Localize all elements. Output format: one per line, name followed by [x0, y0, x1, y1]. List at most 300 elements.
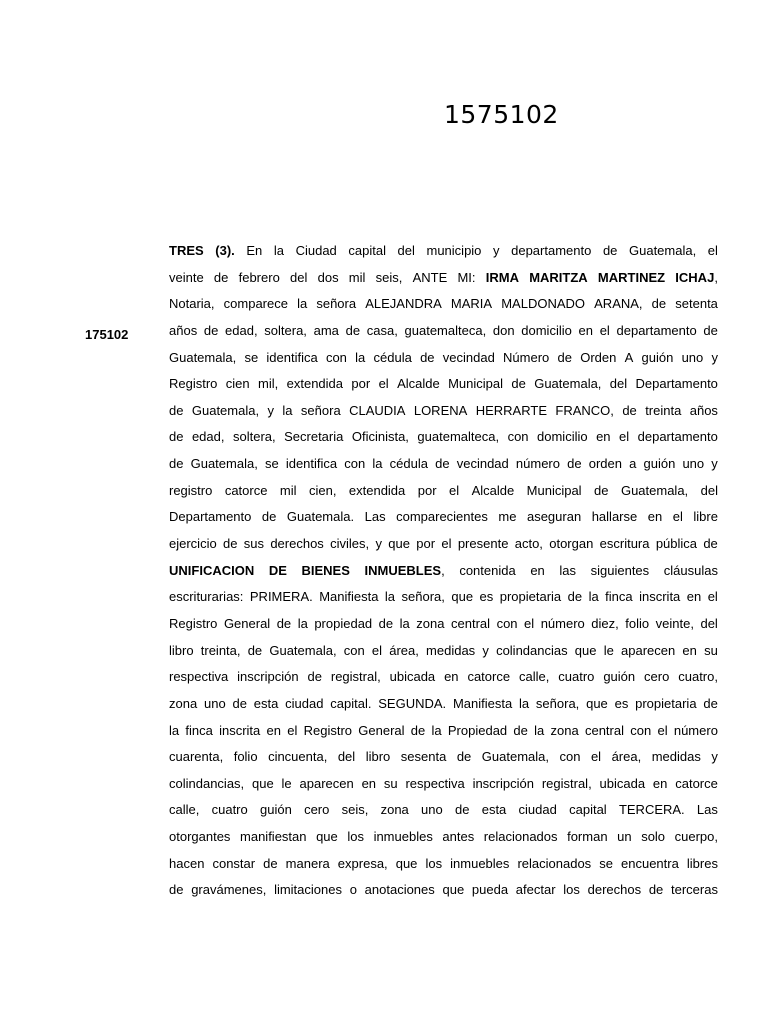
word: de	[648, 882, 664, 898]
word: Registro	[303, 722, 353, 738]
word: señora,	[401, 589, 445, 605]
word: Guatemala,	[191, 402, 260, 418]
word: MI:	[457, 269, 476, 285]
text-line	[169, 374, 718, 401]
word: uno	[681, 349, 704, 365]
word: el	[448, 482, 460, 498]
deed-body-text	[169, 241, 718, 907]
word: de	[345, 322, 361, 338]
word: anotaciones	[364, 882, 435, 898]
text-line	[169, 800, 718, 827]
word: un	[617, 829, 632, 845]
word: comparece	[223, 296, 288, 312]
word: don	[492, 322, 515, 338]
word: inscripción	[237, 669, 299, 685]
word: en	[686, 589, 702, 605]
word: acto,	[514, 536, 543, 552]
word: zona	[169, 695, 198, 711]
word: FRANCO,	[555, 402, 614, 418]
word: el	[657, 722, 668, 738]
word: de	[622, 402, 637, 418]
word: cédula	[373, 349, 412, 365]
word: General	[358, 722, 405, 738]
word: cincuenta,	[268, 749, 328, 765]
word: de	[594, 482, 609, 498]
word: su	[383, 775, 398, 791]
word: de	[307, 669, 322, 685]
word: y	[375, 536, 382, 552]
word: los	[347, 829, 364, 845]
word: vecindad	[456, 456, 509, 472]
word: que	[395, 855, 418, 871]
word: la	[431, 722, 442, 738]
word: se	[244, 349, 259, 365]
word: afectar	[515, 882, 556, 898]
word: forman	[567, 829, 608, 845]
word: pública	[655, 536, 698, 552]
word: la	[297, 296, 308, 312]
word: libro	[365, 749, 391, 765]
word: le	[281, 775, 292, 791]
word: soltera,	[264, 322, 307, 338]
word: propietaria	[499, 589, 562, 605]
word: catorce	[224, 482, 268, 498]
word: se	[599, 855, 613, 871]
word: en	[682, 642, 697, 658]
word: de	[703, 695, 718, 711]
word: finca	[605, 589, 633, 605]
word: Secretaria	[284, 429, 344, 445]
word: diez,	[591, 615, 619, 631]
word: de	[169, 882, 184, 898]
word: cédula	[389, 456, 428, 472]
word: capital.	[330, 695, 372, 711]
text-line	[169, 268, 718, 295]
word: Notaria,	[169, 296, 215, 312]
word: me	[498, 509, 517, 525]
word: capital	[348, 243, 386, 258]
word: aparecen	[621, 642, 676, 658]
word: Las	[364, 509, 386, 525]
word: la	[273, 243, 284, 258]
word: de	[203, 322, 219, 338]
word: Guatemala,	[534, 376, 602, 392]
word: que	[451, 589, 474, 605]
word: guión	[260, 802, 292, 818]
word: propietaria	[635, 695, 697, 711]
word: inmuebles	[373, 829, 433, 845]
word: el	[287, 722, 298, 738]
word: de	[567, 456, 582, 472]
word: en	[596, 429, 611, 445]
word: años	[689, 402, 718, 418]
word: edad,	[191, 429, 225, 445]
word: HERRARTE	[475, 402, 547, 418]
word: ,	[714, 269, 718, 285]
word: constar	[212, 855, 256, 871]
word: de	[567, 589, 583, 605]
text-line	[169, 614, 718, 641]
word: es	[479, 589, 494, 605]
bold-word: IRMA	[485, 269, 519, 285]
word: registral,	[330, 669, 381, 685]
word: identifica	[266, 349, 318, 365]
word: derechos	[587, 882, 642, 898]
word: contenida	[459, 562, 516, 578]
word: Ciudad	[295, 243, 337, 258]
word: el	[524, 615, 535, 631]
word: pueda	[471, 882, 509, 898]
word: mil	[348, 269, 366, 285]
word: de	[456, 749, 472, 765]
word: Las	[696, 802, 718, 818]
word: la	[297, 615, 308, 631]
word: cero	[644, 669, 670, 685]
word: el	[599, 322, 610, 338]
word: los	[563, 882, 580, 898]
word: guión	[641, 349, 674, 365]
word: uno	[421, 802, 443, 818]
word: medidas	[651, 749, 701, 765]
word: finca	[185, 722, 213, 738]
bold-word: TRES	[169, 243, 204, 258]
text-line	[169, 534, 718, 561]
word: derechos	[270, 536, 324, 552]
word: de	[651, 296, 667, 312]
word: catorce	[467, 669, 511, 685]
word: guión	[643, 456, 676, 472]
word: los	[425, 855, 443, 871]
bold-word: ICHAJ	[675, 269, 715, 285]
word: con	[496, 615, 518, 631]
word: años	[169, 322, 198, 338]
word: en	[647, 509, 663, 525]
word: Departamento	[169, 509, 252, 525]
word: cláusulas	[663, 562, 718, 578]
text-line	[169, 294, 718, 321]
word: en	[444, 669, 459, 685]
text-line	[169, 241, 718, 268]
word: número	[540, 615, 585, 631]
text-line	[169, 880, 718, 907]
word: calle,	[519, 669, 550, 685]
word: y	[482, 642, 489, 658]
bold-word: DE	[268, 562, 287, 578]
word: limitaciones	[274, 882, 342, 898]
word: la	[372, 456, 383, 472]
word: el	[441, 536, 452, 552]
word: Departamento	[635, 376, 718, 392]
word: En	[246, 243, 263, 258]
word: cien	[225, 376, 250, 392]
word: Guatemala,	[629, 243, 697, 258]
word: se	[264, 456, 279, 472]
word: que	[586, 695, 608, 711]
word: veinte,	[655, 615, 694, 631]
word: sus	[243, 536, 265, 552]
word: propiedad	[314, 615, 373, 631]
text-line	[169, 854, 718, 881]
text-line	[169, 747, 718, 774]
word: inscripción	[472, 775, 534, 791]
word: Municipal	[448, 376, 503, 392]
word: municipio	[426, 243, 482, 258]
word: y	[493, 243, 500, 258]
word: el	[619, 429, 630, 445]
word: expresa,	[337, 855, 388, 871]
word: y	[711, 456, 718, 472]
word: ama	[313, 322, 339, 338]
word: la	[519, 695, 530, 711]
word: sesenta	[400, 749, 447, 765]
word: que	[252, 775, 274, 791]
word: cuatro,	[678, 669, 718, 685]
word: de	[169, 429, 184, 445]
text-line	[169, 774, 718, 801]
word: la	[282, 402, 293, 418]
word: aseguran	[526, 509, 582, 525]
word: y	[267, 402, 274, 418]
word: Guatemala,	[190, 456, 258, 472]
word: de	[223, 536, 238, 552]
word: de	[557, 349, 572, 365]
word: señora	[300, 402, 341, 418]
word: treinta,	[200, 642, 241, 658]
word: de	[703, 536, 718, 552]
word: de	[511, 376, 526, 392]
word: catorce	[675, 775, 718, 791]
word: respectiva	[169, 669, 229, 685]
word: que	[316, 829, 338, 845]
text-line	[169, 587, 718, 614]
word: Registro	[169, 376, 218, 392]
word: A	[624, 349, 634, 365]
text-line	[169, 667, 718, 694]
word: extendida	[286, 376, 344, 392]
word: el	[707, 589, 718, 605]
word: zona	[380, 802, 409, 818]
word: antes	[442, 829, 475, 845]
word: con	[325, 349, 347, 365]
word: Manifiesta	[319, 589, 379, 605]
word: número	[515, 456, 560, 472]
word: guatemalteca,	[417, 429, 500, 445]
word: la	[399, 615, 410, 631]
word: Guatemala.	[286, 509, 355, 525]
word: de	[213, 269, 229, 285]
word: cuatro	[211, 802, 248, 818]
word: relacionados	[483, 829, 558, 845]
word: del	[609, 376, 628, 392]
bold-word: INMUEBLES	[364, 562, 442, 578]
word: departamento	[511, 243, 592, 258]
bold-word: (3).	[215, 243, 235, 258]
word: gravámenes,	[191, 882, 267, 898]
text-line	[169, 827, 718, 854]
word: ejercicio	[169, 536, 217, 552]
word: el	[707, 243, 718, 258]
word: por	[417, 482, 437, 498]
word: colindancias,	[169, 775, 245, 791]
word: esta	[481, 802, 507, 818]
word: cuerpo,	[674, 829, 718, 845]
word: seis,	[375, 269, 403, 285]
word: inmuebles	[450, 855, 510, 871]
word: aparecen	[299, 775, 354, 791]
word: cien,	[308, 482, 337, 498]
word: la	[355, 349, 366, 365]
word: la	[384, 589, 396, 605]
bold-word: UNIFICACION	[169, 562, 255, 578]
word: libre	[693, 509, 718, 525]
word: identifica	[285, 456, 338, 472]
word: veinte	[169, 269, 204, 285]
word: Alcalde	[471, 482, 515, 498]
word: relacionados	[517, 855, 592, 871]
word: la	[588, 589, 599, 605]
text-line	[169, 427, 718, 454]
word: de	[410, 722, 426, 738]
word: Oficinista,	[351, 429, 409, 445]
word: hallarse	[591, 509, 638, 525]
text-line	[169, 721, 718, 748]
word: LORENA	[413, 402, 468, 418]
word: cuarenta,	[169, 749, 224, 765]
word: ALEJANDRA	[365, 296, 442, 312]
word: de	[378, 615, 394, 631]
text-line	[169, 507, 718, 534]
word: mil,	[258, 376, 279, 392]
word: comparecientes	[396, 509, 488, 525]
word: y	[711, 749, 718, 765]
word: del	[700, 615, 718, 631]
word: la	[534, 722, 545, 738]
word: señora,	[535, 695, 580, 711]
word: cuatro	[558, 669, 595, 685]
word: manera	[285, 855, 330, 871]
word: respectiva	[405, 775, 465, 791]
word: ciudad	[518, 802, 557, 818]
word: Municipal	[526, 482, 582, 498]
word: SEGUNDA.	[378, 695, 447, 711]
word: ARANA,	[594, 296, 643, 312]
word: Guatemala,	[169, 349, 237, 365]
word: que	[388, 536, 410, 552]
word: central	[584, 722, 624, 738]
word: medidas	[426, 642, 476, 658]
text-line	[169, 641, 718, 668]
word: inscrita	[219, 722, 261, 738]
word: por	[416, 536, 436, 552]
word: casa,	[366, 322, 398, 338]
word: folio	[625, 615, 650, 631]
word: del	[290, 269, 308, 285]
word: treinta	[645, 402, 682, 418]
word: del	[397, 243, 415, 258]
word: de	[703, 322, 718, 338]
word: en	[530, 562, 545, 578]
word: en	[266, 722, 281, 738]
word: número	[673, 722, 718, 738]
word: libres	[686, 855, 718, 871]
word: encuentra	[621, 855, 679, 871]
word: a	[629, 456, 637, 472]
word: otorgantes	[169, 829, 231, 845]
word: manifiestan	[240, 829, 307, 845]
word: domicilio	[521, 322, 572, 338]
word: de	[232, 695, 247, 711]
word: de	[455, 802, 470, 818]
word: edad,	[225, 322, 258, 338]
word: orden	[588, 456, 622, 472]
word: hacen	[169, 855, 205, 871]
word: de	[247, 642, 263, 658]
word: con	[344, 456, 366, 472]
word: mil	[279, 482, 297, 498]
word: su	[704, 642, 718, 658]
word: CLAUDIA	[349, 402, 406, 418]
word: capital	[569, 802, 607, 818]
word: el	[672, 509, 683, 525]
margin-number: 175102	[85, 327, 129, 342]
word: inscrita	[639, 589, 681, 605]
word: por	[351, 376, 371, 392]
word: otorgan	[549, 536, 594, 552]
word: zona	[550, 722, 579, 738]
word: MALDONADO	[501, 296, 586, 312]
bold-word: MARITZA	[529, 269, 588, 285]
word: el	[378, 376, 389, 392]
word: Guatemala,	[269, 642, 337, 658]
word: escriturarias:	[169, 589, 244, 605]
word: ciudad	[285, 695, 324, 711]
word: uno	[682, 456, 705, 472]
word: uno	[204, 695, 226, 711]
word: de	[435, 456, 450, 472]
word: presente	[457, 536, 509, 552]
text-line	[169, 454, 718, 481]
word: de	[602, 243, 618, 258]
word: escritura	[599, 536, 650, 552]
word: área,	[389, 642, 419, 658]
word: seis,	[341, 802, 369, 818]
text-line	[169, 561, 718, 588]
word: PRIMERA.	[249, 589, 313, 605]
word: ubicada	[389, 669, 436, 685]
word: domicilio	[537, 429, 588, 445]
word: con	[559, 749, 581, 765]
word: que	[574, 642, 597, 658]
text-line	[169, 481, 718, 508]
word: de	[169, 456, 184, 472]
bold-word: BIENES	[301, 562, 350, 578]
word: con	[630, 722, 652, 738]
word: ,	[441, 562, 445, 578]
word: guatemalteca,	[404, 322, 487, 338]
word: departamento	[637, 429, 718, 445]
word: de	[513, 722, 528, 738]
word: dos	[317, 269, 339, 285]
word: las	[559, 562, 577, 578]
word: extendida	[348, 482, 406, 498]
word: que	[442, 882, 465, 898]
word: en	[361, 775, 377, 791]
word: y	[711, 349, 718, 365]
word: civiles,	[330, 536, 370, 552]
word: TERCERA.	[618, 802, 685, 818]
text-line	[169, 321, 718, 348]
word: terceras	[671, 882, 718, 898]
